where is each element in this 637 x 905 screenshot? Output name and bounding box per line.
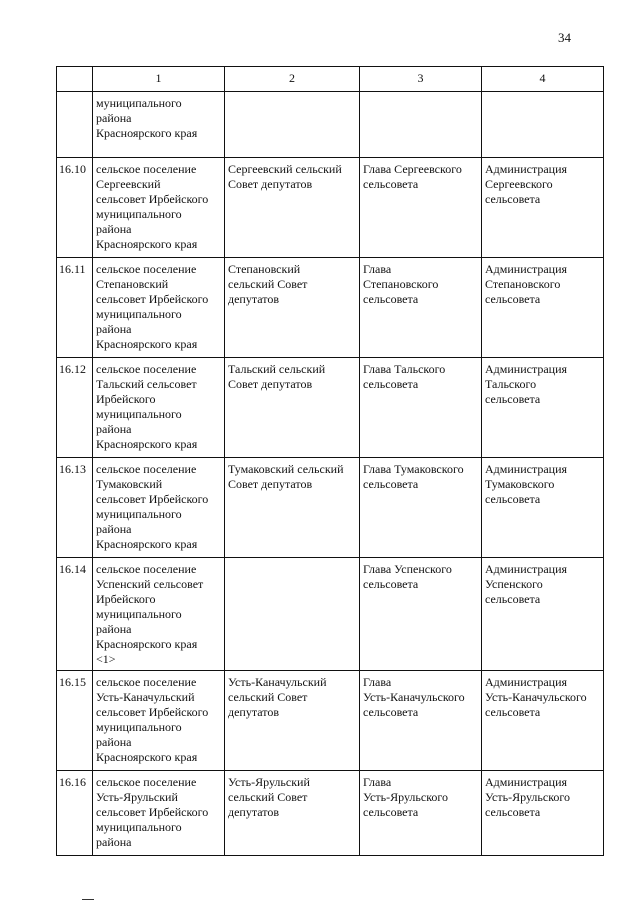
table-body [57,67,604,856]
table-row [57,558,604,671]
cell-text-line: сельский Совет [228,277,308,291]
cell-text-line: Красноярского края [96,750,198,764]
cell-text-line: сельсовета [363,292,419,306]
cell-col1 [93,671,225,771]
cell-col4 [482,558,604,671]
cell-col1 [93,771,225,856]
cell-text-line: Тумаковский [96,477,163,491]
cell-text-line: Ирбейского [96,392,156,406]
row-number-cell: 16.14 [57,558,93,671]
row-number-cell: 16.15 [57,671,93,771]
cell-text-line: Глава [363,262,392,276]
cell-text-line: сельсовета [363,805,419,819]
cell-text-line: Совет депутатов [228,477,313,491]
cell-text-line: сельское поселение [96,562,197,576]
cell-text-line: Сергеевский сельский [228,162,342,176]
cell-text-line: Красноярского края [96,437,198,451]
cell-col4 [482,258,604,358]
cell-text-line: Красноярского края [96,637,198,651]
table-header-row [57,67,604,92]
cell-text-line: сельское поселение [96,775,197,789]
cell-text-line: района [96,111,132,125]
cell-text-line: Усть-Каначульского [485,690,587,704]
cell-text-line: муниципального [96,507,182,521]
table-row [57,258,604,358]
cell-col3 [360,92,482,158]
cell-text-line: Глава [363,675,392,689]
cell-col2 [225,92,360,158]
cell-col1 [93,458,225,558]
cell-text-line: муниципального [96,720,182,734]
cell-text-line: района [96,522,132,536]
cell-text-line: сельское поселение [96,462,197,476]
cell-col1 [93,258,225,358]
table-row [57,358,604,458]
cell-text-line: Успенского [485,577,543,591]
cell-col3 [360,558,482,671]
cell-text-line: Администрация [485,262,568,276]
cell-col4 [482,771,604,856]
cell-col1 [93,358,225,458]
cell-text-line: сельсовет Ирбейского [96,705,209,719]
cell-text-line: Тумаковского [485,477,555,491]
cell-text-line: муниципального [96,820,182,834]
cell-col3 [360,671,482,771]
cell-text-line: муниципального [96,607,182,621]
cell-text-line: муниципального [96,96,182,110]
cell-text-line: сельское поселение [96,362,197,376]
cell-col3 [360,158,482,258]
cell-text-line: Тальский сельсовет [96,377,197,391]
header-cell-num [57,67,93,92]
cell-text-line: сельсовета [485,192,541,206]
cell-text-line: Красноярского края [96,337,198,351]
cell-text-line: сельсовета [485,592,541,606]
cell-text-line: Глава Успенского [363,562,452,576]
page-number: 34 [558,30,571,45]
cell-text-line: <1> [96,652,116,666]
cell-col2 [225,558,360,671]
page-bottom-mark [82,899,94,900]
cell-text-line: Ирбейского [96,592,156,606]
cell-text-line: сельсовета [485,492,541,506]
cell-text-line: сельсовет Ирбейского [96,292,209,306]
cell-text-line: района [96,422,132,436]
municipal-table [56,66,604,856]
cell-col4 [482,92,604,158]
cell-col3 [360,458,482,558]
cell-text-line: Красноярского края [96,126,198,140]
cell-text-line: Усть-Ярульский [228,775,310,789]
cell-text-line: депутатов [228,805,280,819]
cell-text-line: района [96,222,132,236]
cell-col1 [93,92,225,158]
cell-text-line: сельский Совет [228,690,308,704]
cell-col3 [360,771,482,856]
cell-text-line: Красноярского края [96,237,198,251]
cell-text-line: Степановский [228,262,301,276]
cell-col1 [93,158,225,258]
header-cell-3: 3 [360,67,482,92]
table-row [57,158,604,258]
cell-text-line: сельсовет Ирбейского [96,492,209,506]
cell-col1 [93,558,225,671]
cell-text-line: района [96,735,132,749]
cell-text-line: депутатов [228,292,280,306]
cell-text-line: муниципального [96,207,182,221]
cell-col2 [225,258,360,358]
cell-text-line: Глава Тумаковского [363,462,464,476]
cell-text-line: Администрация [485,775,568,789]
row-number-cell: 16.10 [57,158,93,258]
cell-text-line: Сергеевский [96,177,161,191]
cell-text-line: сельсовет Ирбейского [96,192,209,206]
cell-col2 [225,158,360,258]
cell-text-line: сельский Совет [228,790,308,804]
row-number-cell: 16.13 [57,458,93,558]
header-cell-1: 1 [93,67,225,92]
cell-text-line: сельсовета [363,577,419,591]
cell-text-line: сельсовета [363,177,419,191]
cell-text-line: Сергеевского [485,177,553,191]
row-number-cell [57,92,93,158]
cell-text-line: Администрация [485,462,568,476]
row-number-cell: 16.16 [57,771,93,856]
cell-text-line: Тальского [485,377,537,391]
table-row [57,92,604,158]
cell-text-line: Усть-Ярульского [363,790,449,804]
cell-col2 [225,358,360,458]
cell-col3 [360,258,482,358]
table-row [57,458,604,558]
cell-text-line: Степановского [485,277,561,291]
cell-text-line: сельсовет Ирбейского [96,805,209,819]
table-row [57,771,604,856]
cell-text-line: Усть-Каначульский [228,675,327,689]
cell-text-line: района [96,622,132,636]
cell-text-line: сельсовета [363,377,419,391]
cell-col4 [482,358,604,458]
cell-text-line: Красноярского края [96,537,198,551]
cell-text-line: сельсовета [363,477,419,491]
cell-text-line: сельсовета [485,705,541,719]
cell-text-line: района [96,322,132,336]
cell-text-line: Совет депутатов [228,377,313,391]
cell-text-line: сельское поселение [96,162,197,176]
cell-text-line: Усть-Ярульский [96,790,178,804]
cell-col2 [225,458,360,558]
cell-col3 [360,358,482,458]
header-cell-2: 2 [225,67,360,92]
header-cell-4: 4 [482,67,604,92]
cell-text-line: Степановского [363,277,439,291]
cell-text-line: Глава Сергеевского [363,162,462,176]
cell-text-line: Тумаковский сельский [228,462,344,476]
cell-text-line: сельское поселение [96,675,197,689]
cell-text-line: Усть-Каначульского [363,690,465,704]
cell-text-line: Степановский [96,277,169,291]
cell-col4 [482,158,604,258]
cell-text-line: Администрация [485,162,568,176]
cell-text-line: Совет депутатов [228,177,313,191]
cell-text-line: муниципального [96,407,182,421]
cell-text-line: Администрация [485,362,568,376]
cell-text-line: Усть-Каначульский [96,690,195,704]
cell-text-line: Успенский сельсовет [96,577,204,591]
cell-text-line: депутатов [228,705,280,719]
cell-text-line: района [96,835,132,849]
cell-text-line: сельсовета [485,805,541,819]
cell-text-line: Администрация [485,675,568,689]
cell-text-line: сельсовета [485,392,541,406]
cell-text-line: муниципального [96,307,182,321]
table-row [57,671,604,771]
cell-text-line: Глава [363,775,392,789]
cell-text-line: Усть-Ярульского [485,790,571,804]
cell-text-line: сельсовета [363,705,419,719]
row-number-cell: 16.11 [57,258,93,358]
cell-text-line: Глава Тальского [363,362,446,376]
cell-col2 [225,671,360,771]
cell-text-line: сельское поселение [96,262,197,276]
cell-text-line: сельсовета [485,292,541,306]
cell-col4 [482,671,604,771]
cell-col2 [225,771,360,856]
row-number-cell: 16.12 [57,358,93,458]
cell-text-line: Тальский сельский [228,362,326,376]
cell-text-line: Администрация [485,562,568,576]
cell-col4 [482,458,604,558]
